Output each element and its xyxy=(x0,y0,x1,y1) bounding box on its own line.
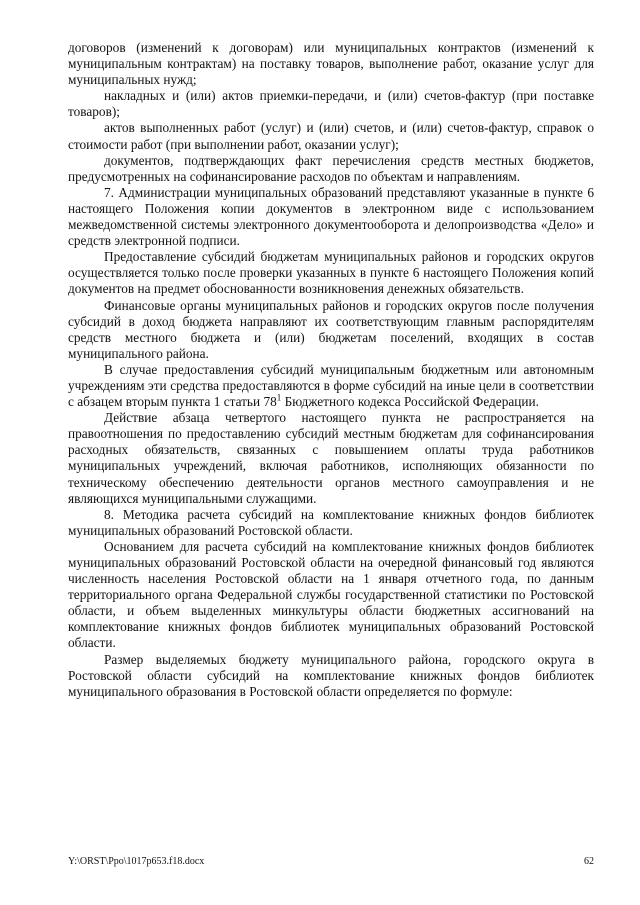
paragraph-institutions-tail: Бюджетного кодекса Российской Федерации. xyxy=(281,394,539,410)
paragraph-institutions-text: В случае предоставления субсидий муниципальным бюджетным или автономным учреждениям эти средства предоставляются в форме субсидий на иные цели в соответствии с абзацем вторым пункта 1 статьи 78 xyxy=(68,361,594,410)
paragraph-acts: актов выполненных работ (услуг) и (или) счетов, и (или) счетов-фактур, справок о стоимости работ (при выполнении работ, оказании услуг); xyxy=(68,120,594,152)
paragraph-subsidy-provision: Предоставление субсидий бюджетам муниципальных районов и городских округов осуществляется только после проверки указанных в пункте 6 настоящего Положения копий документов на предмет обоснованности возникновения денежных обязательств. xyxy=(68,249,594,297)
paragraph-calculation-basis: Основанием для расчета субсидий на комплектование книжных фондов библиотек муниципальных образований Ростовской области на очередной финансовый год являются численность населения Ростовской области на 1 января отчетного года, по данным территориального органа Федеральной службы государственной статистики по Ростовской области, и объем выделенных минкультуры области бюджетных ассигнований на комплектование книжных фондов библиотек муниципальных образований Ростовской области. xyxy=(68,538,594,651)
file-path: Y:\ORST\Ppo\1017p653.f18.docx xyxy=(68,856,205,867)
paragraph-institutions xyxy=(68,362,594,410)
paragraph-contracts: договоров (изменений к договорам) или муниципальных контрактов (изменений к муниципальным контрактам) на поставку товаров, выполнение работ, оказание услуг для муниципальных нужд; xyxy=(68,40,594,88)
page-number: 62 xyxy=(584,856,594,867)
paragraph-item-7: 7. Администрации муниципальных образований представляют указанные в пункте 6 настоящего Положения копии документов в электронном виде с использованием межведомственной системы электронного документооборота и делопроизводства «Дело» и средств электронной подписи. xyxy=(68,184,594,249)
paragraph-formula-intro: Размер выделяемых бюджету муниципального района, городского округа в Ростовской области субсидий на комплектование книжных фондов библиотек муниципального образования в Ростовской области определяется по формуле: xyxy=(68,651,594,699)
document-page xyxy=(68,40,594,700)
paragraph-item-8: 8. Методика расчета субсидий на комплектование книжных фондов библиотек муниципальных образований Ростовской области. xyxy=(68,506,594,538)
paragraph-exception: Действие абзаца четвертого настоящего пункта не распространяется на правоотношения по предоставлению субсидий местным бюджетам для софинансирования расходных обязательств, связанных с повышением оплаты труда работников муниципальных учреждений, включая работников, исполняющих обязанности по техническому обеспечению деятельности органов местного самоуправления и не являющихся муниципальными служащими. xyxy=(68,410,594,506)
paragraph-financial-bodies: Финансовые органы муниципальных районов и городских округов после получения субсидий в доход бюджета направляют их соответствующим главным распорядителям средств местного бюджета и (или) бюджетам поселений, входящих в состав муниципального района. xyxy=(68,297,594,361)
paragraph-payment-docs: документов, подтверждающих факт перечисления средств местных бюджетов, предусмотренных на софинансирование расходов по объектам и направлениям. xyxy=(68,152,594,184)
footnote-superscript: 1 xyxy=(276,392,282,403)
paragraph-invoices: накладных и (или) актов приемки-передачи, и (или) счетов-фактур (при поставке товаров); xyxy=(68,88,594,120)
